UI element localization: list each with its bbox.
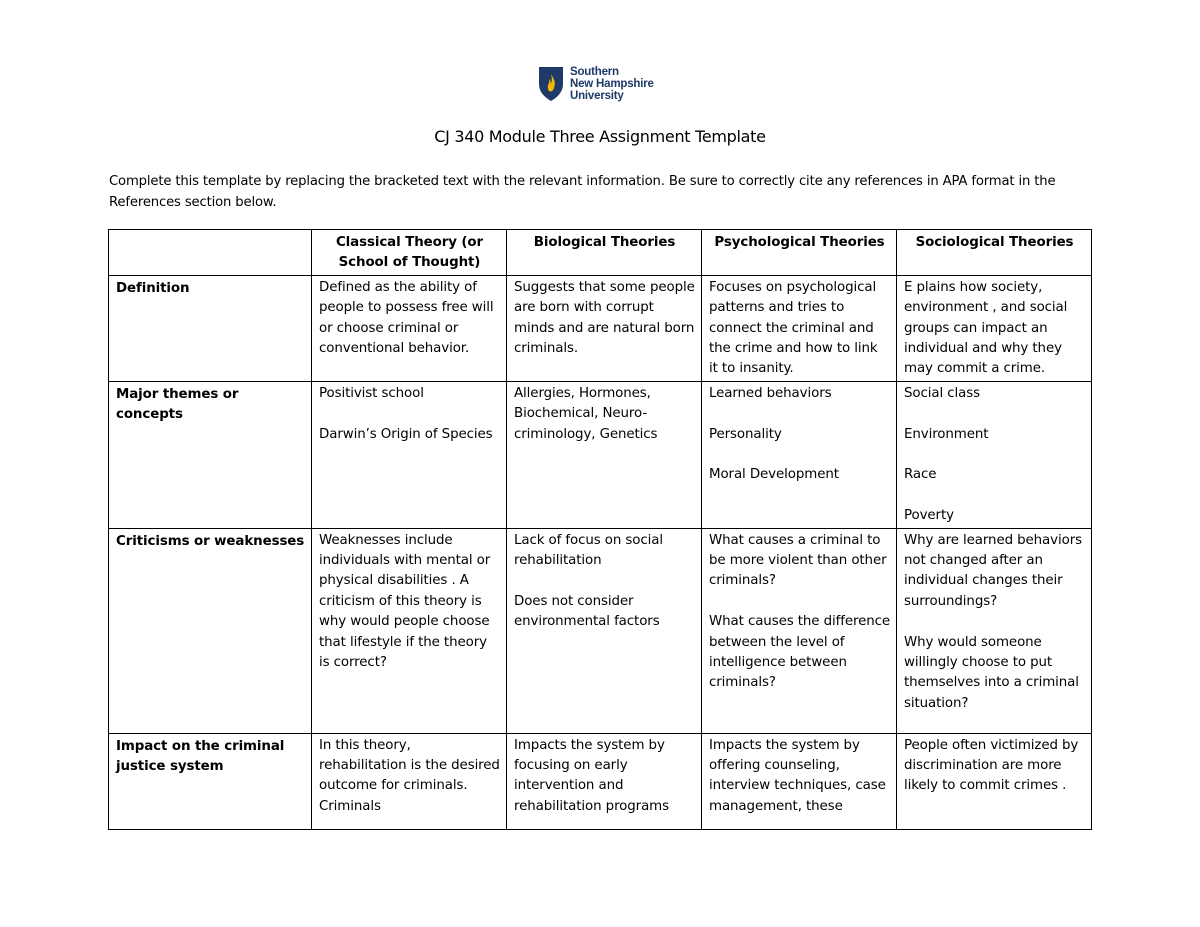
row-label-criticisms: Criticisms or weaknesses (109, 528, 312, 733)
header-empty-cell (109, 230, 312, 276)
cell-criticisms-psychological (702, 528, 897, 733)
table-row-criticisms (109, 528, 1092, 733)
cell-criticisms-sociological (897, 528, 1092, 733)
header-classical: Classical Theory (or School of Thought) (312, 230, 507, 276)
cell-definition-biological: Suggests that some people are born with corrupt minds and are natural born criminals. (507, 275, 702, 381)
bio-criticism-1: Lack of focus on social rehabilitation (514, 532, 664, 569)
psych-theme-3: Moral Development (709, 467, 839, 483)
table-row-themes (109, 381, 1092, 528)
socio-theme-1: Social class (904, 385, 980, 401)
logo-line-2: New Hampshire (570, 78, 654, 90)
socio-criticism-1: Why are learned behaviors not changed after an individual changes their surroundings? (904, 532, 1082, 609)
logo-line-3: University (570, 90, 624, 102)
socio-theme-3: Race (904, 467, 937, 483)
cell-themes-sociological (897, 381, 1092, 528)
theories-table (108, 229, 1092, 830)
header-psychological: Psychological Theories (702, 230, 897, 276)
cell-impact-classical: In this theory, rehabilitation is the desired outcome for criminals. Criminals (312, 733, 507, 829)
classical-theme-2: Darwin’s Origin of Species (319, 426, 493, 442)
psych-theme-2: Personality (709, 426, 782, 442)
classical-theme-1: Positivist school (319, 385, 424, 401)
header-biological: Biological Theories (507, 230, 702, 276)
bio-criticism-2: Does not consider environmental factors (514, 593, 660, 630)
psych-criticism-2: What causes the difference between the level of intelligence between criminals? (709, 614, 890, 691)
cell-criticisms-classical: Weaknesses include individuals with mental or physical disabilities . A criticism of this theory is why would people choose that lifestyle if the theory is correct? (312, 528, 507, 733)
university-logo (538, 64, 668, 104)
cell-themes-biological: Allergies, Hormones, Biochemical, Neuro-criminology, Genetics (507, 381, 702, 528)
row-label-themes: Major themes or concepts (109, 381, 312, 528)
cell-criticisms-biological (507, 528, 702, 733)
table-row-definition (109, 275, 1092, 381)
psych-criticism-1: What causes a criminal to be more violent than other criminals? (709, 532, 887, 589)
cell-definition-sociological: E plains how society, environment , and social groups can impact an individual and why they may commit a crime. (897, 275, 1092, 381)
cell-themes-psychological (702, 381, 897, 528)
cell-impact-sociological: People often victimized by discrimination are more likely to commit crimes . (897, 733, 1092, 829)
cell-impact-psychological: Impacts the system by offering counseling, interview techniques, case management, these (702, 733, 897, 829)
socio-theme-2: Environment (904, 426, 989, 442)
header-sociological: Sociological Theories (897, 230, 1092, 276)
cell-definition-classical: Defined as the ability of people to possess free will or choose criminal or conventional behavior. (312, 275, 507, 381)
instructions-paragraph: Complete this template by replacing the bracketed text with the relevant information. Be sure to correctly cite any references in APA format in the References section below. (109, 174, 1056, 210)
cell-themes-classical (312, 381, 507, 528)
socio-theme-4: Poverty (904, 508, 954, 524)
socio-criticism-2: Why would someone willingly choose to put themselves into a criminal situation? (904, 634, 1079, 711)
psych-theme-1: Learned behaviors (709, 385, 832, 401)
page-title: CJ 340 Module Three Assignment Template (434, 127, 766, 146)
cell-impact-biological: Impacts the system by focusing on early intervention and rehabilitation programs (507, 733, 702, 829)
table-header-row (109, 230, 1092, 276)
shield-flame-icon (538, 66, 564, 102)
row-label-definition: Definition (109, 275, 312, 381)
logo-wordmark (570, 66, 654, 102)
cell-definition-psychological: Focuses on psychological patterns and tries to connect the criminal and the crime and how to link it to insanity. (702, 275, 897, 381)
row-label-impact: Impact on the criminal justice system (109, 733, 312, 829)
table-row-impact (109, 733, 1092, 829)
logo-line-1: Southern (570, 66, 619, 78)
